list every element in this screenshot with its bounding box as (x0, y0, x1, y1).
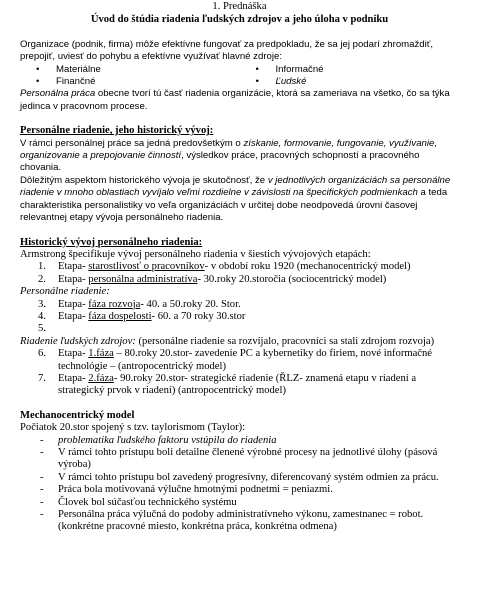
personal-work-paragraph (20, 88, 459, 113)
stage-item (20, 299, 459, 311)
list-item: - V rámci tohto prístupu bol zavedený progresívny, diferencovaný systém odmien za prácu. (20, 472, 459, 484)
stage-prefix: Etapa- (58, 348, 89, 360)
resource-item: • Finančné (20, 76, 240, 88)
history-p1-text-end: , výsledkov práce, pracovných schopností a pracovného chovania. (20, 150, 420, 174)
stage-number: 7. (38, 372, 46, 384)
stage-number: 3. (38, 298, 46, 310)
stages-list-1 (20, 261, 459, 286)
stage-description: - 60. a 70 roky 30.stor (151, 310, 246, 322)
resource-item: • Ľudské (240, 76, 460, 88)
personal-work-text: obecne tvorí tú časť riadenia organizácie, ktorá sa zameriava na všetko, čo sa týka jedinca v pracovnom procese. (20, 88, 450, 112)
history-p1-emphasis: získanie, formovanie, fungovanie, využívanie, organizovanie a prepojovanie činností (20, 137, 438, 162)
stage-item (20, 323, 459, 335)
history-p1-text: V rámci personálnej práce sa jedná predovšetkým o (20, 137, 244, 149)
history-p2-text-end: a teda charakteristika personalistiky vo veľa organizáciách v určitej dobe neodpovedá úrovni časovej relevantnej etapy vývoja personálneho riadenia. (20, 187, 448, 224)
personnel-management-subheading: Personálne riadenie: (20, 286, 110, 298)
stage-name: starostlivosť o pracovníkov (88, 261, 205, 273)
list-item: - Personálna práca výlučná do podoby administratívneho výkonu, zamestnanec = robot. (konkrétne pracovné miesto, konkrétna práca, konkrétna odmena) (20, 509, 459, 534)
hrm-subheading (20, 336, 459, 348)
stage-number: 1. (38, 261, 46, 273)
stage-prefix: Etapa- (58, 310, 89, 322)
stage-number: 4. (38, 310, 46, 322)
list-item: - Človek bol súčasťou technického systému (20, 497, 459, 509)
history-p2-emphasis: v jednotlivých organizáciách sa personálne riadenie v mnoho oblastiach vyvíjalo veľmi rozdielne v závislosti na špecifických podmienkach (20, 174, 451, 199)
intro-paragraph: Organizace (podnik, firma) môže efektívne fungovať za predpokladu, že sa jej podarí zhromaždiť, prepojiť, uviesť do pohybu a efektívne využívať hlavné zdroje: (20, 38, 434, 63)
development-intro: Armstrong špecifikuje vývoj personálneho riadenia v šiestich vývojových etapách: (20, 248, 371, 260)
list-item: - V rámci tohto prístupu boli detailne členené výrobné procesy na jednotlivé úlohy (pásová výroba) (20, 447, 459, 472)
stage-prefix: Etapa- (58, 273, 89, 285)
list-item: - Práca bola motivovaná výlučne hmotnými podnetmi = peniazmi. (20, 484, 459, 496)
stage-item (20, 311, 459, 323)
document-title: Úvod do štúdia riadenia ľudských zdrojov a jeho úloha v podniku (90, 14, 389, 26)
stages-list-3 (20, 348, 459, 398)
stage-name: fáza rozvoja (88, 298, 141, 310)
resources-list (20, 64, 459, 89)
stage-description: - v období roku 1920 (mechanocentrický model) (204, 261, 411, 273)
list-item: - problematika ľudského faktoru vstúpila do riadenia (20, 435, 459, 447)
history-paragraph-2 (20, 175, 459, 225)
stages-list-2 (20, 299, 459, 336)
stage-description: - 40. a 50.roky 20. Stor. (140, 298, 241, 310)
stage-item (20, 348, 459, 373)
stage-number: 6. (38, 348, 46, 360)
stage-description: - 90.roky 20.stor- strategické riadenie (ŘLZ- znamená etapu v riadení a strategický prvok v riadení) (antropocentrický model) (58, 372, 417, 397)
history-paragraph-1 (20, 138, 459, 175)
stage-number: 5. (38, 323, 46, 335)
stage-prefix: Etapa- (58, 261, 89, 273)
stage-prefix: Etapa- (58, 298, 89, 310)
lecture-label: 1. Prednáška (212, 1, 267, 12)
stage-name: personálna administratíva (88, 273, 198, 285)
stage-description: - 30.roky 20.storočia (sociocentrický model) (197, 273, 387, 285)
stage-name: 2.fáza (88, 372, 114, 384)
stage-number: 2. (38, 273, 46, 285)
hrm-text: (personálne riadenie sa rozvíjalo, pracovníci sa stali zdrojom rozvoja) (135, 335, 435, 347)
resource-item: • Materiálne (20, 64, 240, 76)
stage-name: fáza dospelosti (88, 310, 152, 322)
section-heading-development: Historický vývoj personálneho riadenia: (20, 236, 203, 248)
stage-item (20, 261, 459, 273)
hrm-term: Riadenie ľudských zdrojov: (20, 335, 136, 347)
stage-name: 1.fáza (88, 348, 114, 360)
section-heading-mechanocentric: Mechanocentrický model (20, 409, 135, 421)
section-heading-history: Personálne riadenie, jeho historický vývoj: (20, 125, 214, 137)
personal-work-term: Personálna práca (20, 88, 96, 100)
stage-prefix: Etapa- (58, 372, 89, 384)
history-p2-text: Dôležitým aspektom historického vývoja je skutočnosť, že (20, 174, 268, 186)
mechanocentric-intro: Počiatok 20.stor spojený s tzv. taylorismom (Taylor): (20, 422, 246, 434)
mechanocentric-list (20, 435, 459, 534)
stage-item (20, 274, 459, 286)
stage-item (20, 373, 459, 398)
resource-item: • Informačné (240, 64, 460, 76)
stage-description: – 80.roky 20.stor- zavedenie PC a kybernetiky do firiem, nové informačné technológie – (antropocentrický model) (58, 348, 432, 372)
